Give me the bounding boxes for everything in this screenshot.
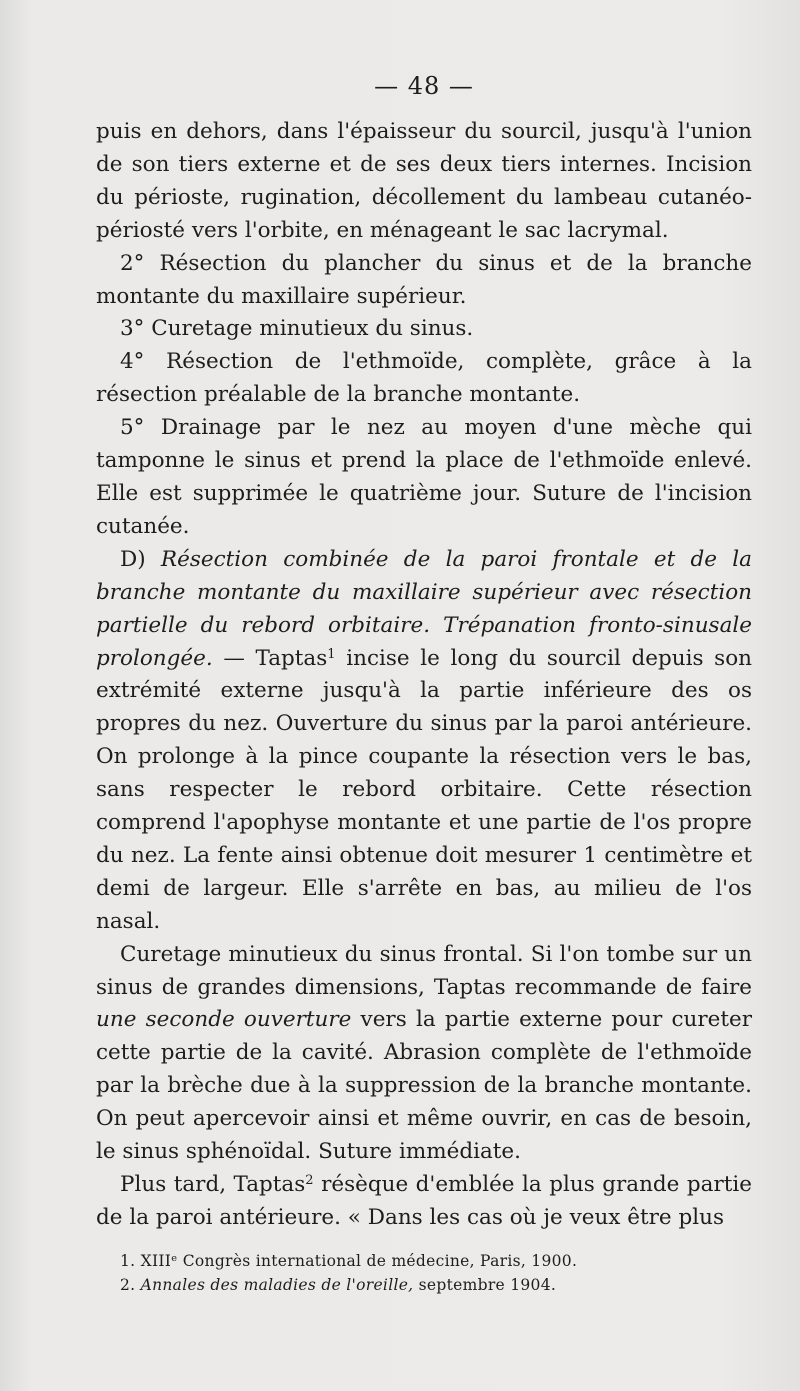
page-number: — 48 — [374, 72, 474, 100]
paragraph-incision: puis en dehors, dans l'épaisseur du sourcil, jusqu'à l'union de son tiers externe et de ses deux tiers internes. Incision du périoste, rugination, décollement du lambeau cutanéo-périosté vers l'orbite, en ménageant le sac lacrymal. [96, 119, 752, 243]
footnote-ref-1: 1 [327, 646, 336, 662]
footnote-2-number: 2. [120, 1275, 141, 1294]
curetage-italic: une seconde ouverture [96, 1007, 352, 1033]
curetage-text-a: Curetage minutieux du sinus frontal. Si l'on tombe sur un sinus de grandes dimensions, Taptas recommande de faire [96, 941, 752, 1000]
paragraph-step-2: 2° Résection du plancher du sinus et de la branche montante du maxillaire supérieur. [96, 250, 752, 309]
footnote-1-text: XIIIᵉ Congrès international de médecine, Paris, 1900. [140, 1251, 578, 1270]
footnote-ref-2: 2 [305, 1173, 314, 1188]
paragraph-section-d [96, 544, 752, 939]
page-content [96, 68, 752, 1297]
footnote-2-text: septembre 1904. [413, 1275, 557, 1294]
paragraph-curetage [96, 939, 752, 1169]
paragraph-step-5: 5° Drainage par le nez au moyen d'une mèche qui tamponne le sinus et prend la place de l'ethmoïde enlevé. Elle est supprimée le quatrième jour. Suture de l'incision cutanée. [96, 415, 752, 539]
plus-tard-text-a: Plus tard, Taptas [120, 1172, 306, 1197]
section-d-title: Résection combinée de la paroi frontale et de la branche montante du maxillaire supérieur avec résection partielle du rebord orbitaire. Trépanation fronto-sinusale prolongée. [96, 546, 752, 671]
footnote-2-journal: Annales des maladies de l'oreille, [140, 1275, 414, 1294]
section-d-lead: D) [120, 546, 161, 572]
paragraph-step-4: 4° Résection de l'ethmoïde, complète, grâce à la résection préalable de la branche montante. [96, 349, 752, 408]
plus-tard-text-b: résèque d'emblée la plus grande partie de la paroi antérieure. « Dans les cas où je veux être plus [96, 1172, 752, 1230]
paragraph-step-3: 3° Curetage minutieux du sinus. [120, 316, 474, 342]
footnote-1 [120, 1249, 752, 1273]
section-d-dash: — Taptas [212, 645, 328, 671]
curetage-text-b: vers la partie externe pour cureter cette partie de la cavité. Abrasion complète de l'ethmoïde par la brèche due à la suppression de la branche montante. On peut apercevoir ainsi et même ouvrir, en cas de besoin, le sinus sphénoïdal. Suture immédiate. [96, 1007, 752, 1165]
paragraph-plus-tard [96, 1169, 752, 1235]
footnote-1-number: 1. [120, 1251, 141, 1270]
footnote-2 [120, 1273, 752, 1297]
section-d-body: incise le long du sourcil depuis son extrémité externe jusqu'à la partie inférieure des os propres du nez. Ouverture du sinus par la paroi antérieure. On prolonge à la pince coupante la résection vers le bas, sans respecter le rebord orbitaire. Cette résection comprend l'apophyse montante et une partie de l'os propre du nez. La fente ainsi obtenue doit mesurer 1 centimètre et demi de largeur. Elle s'arrête en bas, au milieu de l'os nasal. [96, 645, 752, 934]
footnotes [96, 1249, 752, 1297]
